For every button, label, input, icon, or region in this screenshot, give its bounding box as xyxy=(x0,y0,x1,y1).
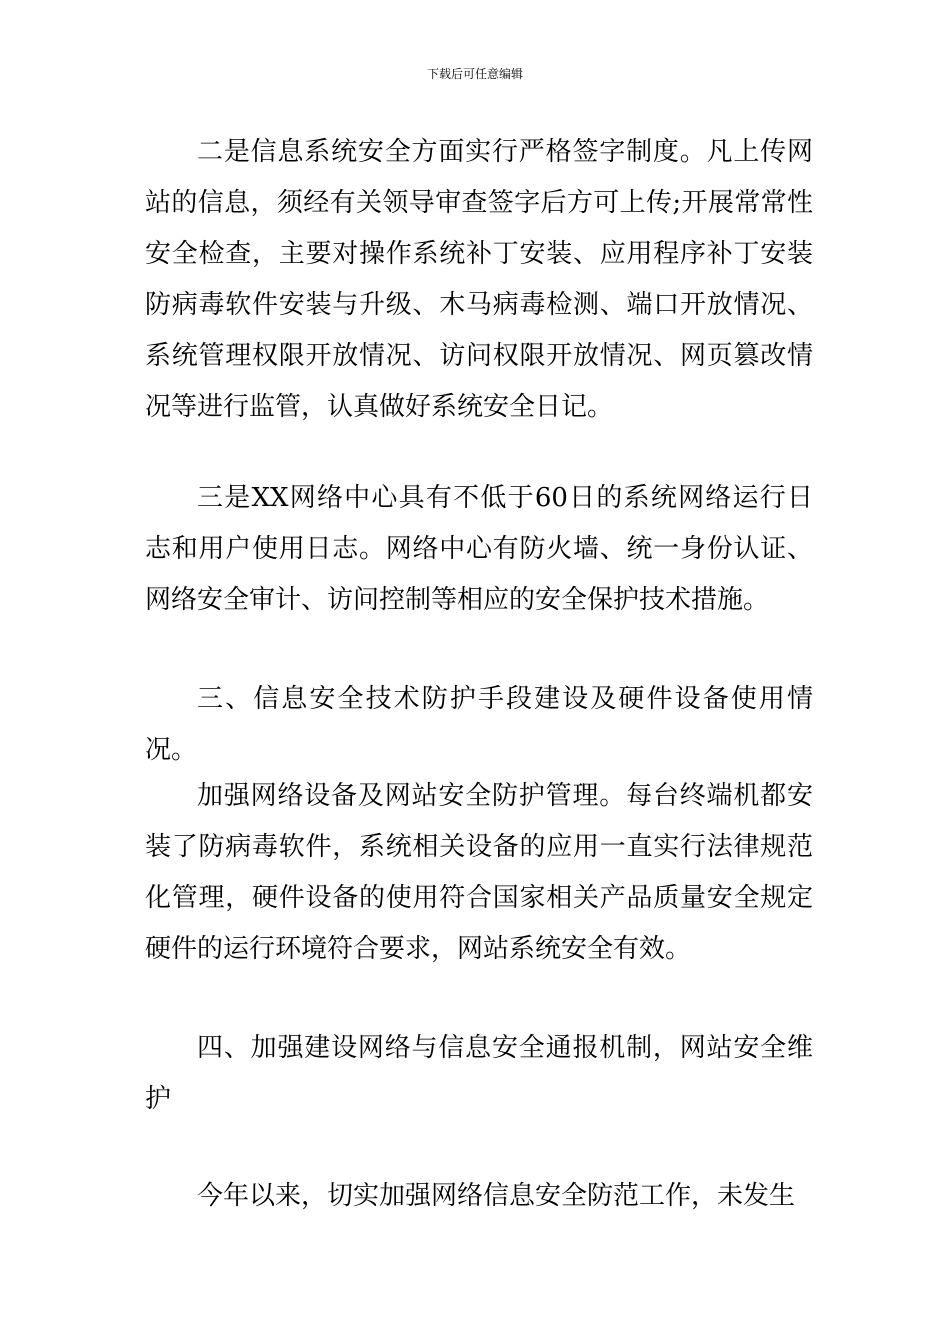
section-heading-reporting-mechanism: 四、加强建设网络与信息安全通报机制，网站安全维护 xyxy=(145,1033,813,1114)
page-header-note: 下载后可任意编辑 xyxy=(426,67,523,81)
section-heading-tech-protection: 三、信息安全技术防护手段建设及硬件设备使用情况。 xyxy=(145,684,813,765)
paragraph-network-logs: 三是XX网络中心具有不低于60日的系统网络运行日志和用户使用日志。网络中心有防火墙、统一身份认证、网络安全审计、访问控制等相应的安全保护技术措施。 xyxy=(145,483,813,615)
paragraph-device-protection: 加强网络设备及网站安全防护管理。每台终端机都安装了防病毒软件，系统相关设备的应用一直实行法律规范化管理，硬件设备的使用符合国家相关产品质量安全规定硬件的运行环境符合要求，网站系统安全有效。 xyxy=(145,781,813,964)
paragraph-this-year: 今年以来，切实加强网络信息安全防范工作，未发生 xyxy=(197,1181,796,1211)
paragraph-signature-system: 二是信息系统安全方面实行严格签字制度。凡上传网站的信息，须经有关领导审查签字后方可上传;开展常常性安全检查，主要对操作系统补丁安装、应用程序补丁安装防病毒软件安装与升级、木马病毒检测、端口开放情况、系统管理权限开放情况、访问权限开放情况、网页篡改情况等进行监管，认真做好系统安全日记。 xyxy=(145,137,813,422)
